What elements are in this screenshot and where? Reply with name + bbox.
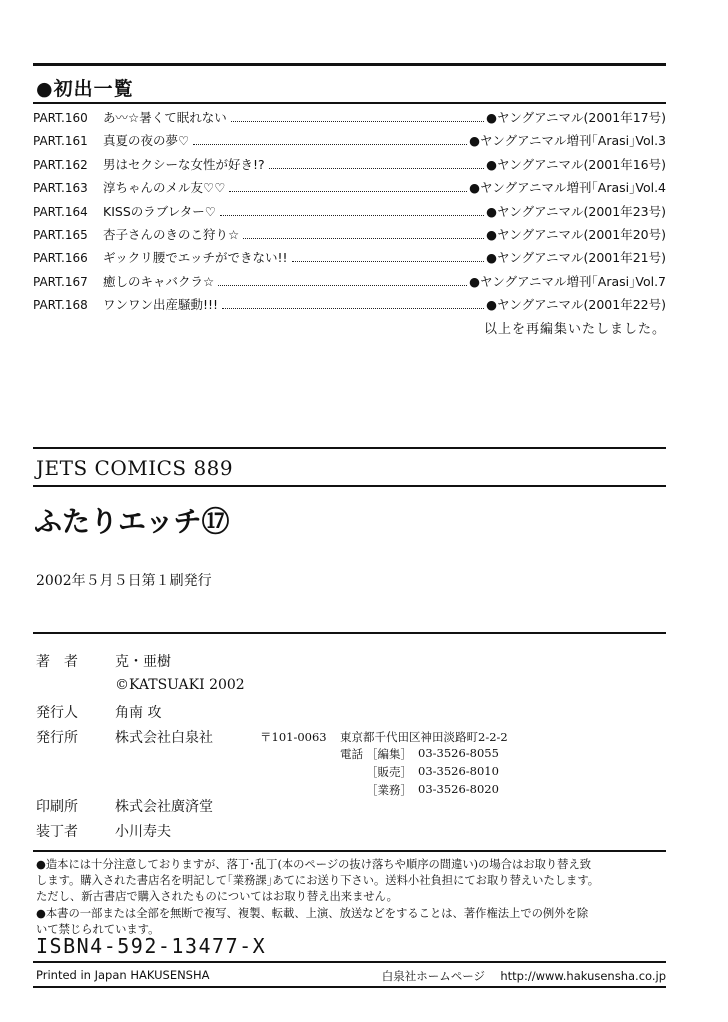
heading-underline (33, 102, 666, 104)
part-number: PART.165 (33, 227, 88, 242)
list-item (33, 295, 666, 318)
author-label: 著 者 (36, 654, 78, 670)
chapter-title: ギックリ腰でエッチができない!! (103, 250, 288, 266)
author-name: 克・亜樹 (115, 654, 171, 670)
series-underline (33, 485, 666, 487)
chapter-source: ●ヤングアニマル(2001年16号) (486, 156, 666, 172)
publisher-label: 発行所 (36, 730, 78, 746)
phone-dept: ［編集］ (366, 747, 412, 761)
list-item (33, 248, 666, 271)
homepage (382, 968, 666, 984)
dot-leader (269, 168, 484, 169)
date-underline (33, 632, 666, 634)
list-item (33, 272, 666, 295)
legal-notice (36, 857, 666, 938)
postal-code: 〒101-0063 (260, 730, 327, 744)
chapter-title: 淳ちゃんのメル友♡♡ (103, 180, 226, 196)
list-item (33, 202, 666, 225)
chapter-title: KISSのラブレター♡ (103, 203, 216, 219)
top-rule (33, 63, 666, 66)
chapter-source: ●ヤングアニマル(2001年21号) (486, 250, 666, 266)
chapter-source: ●ヤングアニマル(2001年23号) (486, 203, 666, 219)
part-number: PART.167 (33, 274, 88, 289)
publisher-address: 東京都千代田区神田淡路町2-2-2 (340, 730, 508, 744)
chapter-title: 男はセクシーな女性が好き!? (103, 156, 265, 172)
dot-leader (243, 238, 484, 239)
notice-line: ●本書の一部または全部を無断で複写、複製、転載、上演、放送などをすることは、著作権法上での例外を除 (36, 906, 589, 920)
first-appearance-heading: ●初出一覧 (36, 78, 134, 100)
printer-label: 印刷所 (36, 799, 78, 815)
part-number: PART.162 (33, 157, 88, 172)
notice-line: いて禁じられています。 (36, 922, 160, 936)
chapter-title: ワンワン出産騒動!!! (103, 297, 219, 313)
list-item (33, 131, 666, 154)
notice-line: します。購入された書店名を明記して｢業務課｣あてにお送り下さい。送料小社負担にてお取り替えいたします。 (36, 874, 600, 888)
printer-name: 株式会社廣済堂 (115, 799, 213, 815)
footer-rule (33, 961, 666, 963)
chapter-source: ●ヤングアニマル(2001年22号) (486, 297, 666, 313)
isbn: ISBN4-592-13477-X (36, 934, 267, 958)
series-label: JETS COMICS 889 (36, 456, 234, 480)
dot-leader (220, 215, 484, 216)
bottom-rule (33, 986, 666, 988)
publisher-person: 角南 攻 (115, 705, 162, 721)
publication-date: 2002年５月５日第１刷発行 (36, 573, 212, 589)
first-appearance-list (33, 108, 666, 319)
phone-number: 03-3526-8010 (418, 764, 499, 778)
chapter-title: 杏子さんのきのこ狩り☆ (103, 226, 240, 242)
chapter-title: 真夏の夜の夢♡ (103, 133, 190, 149)
chapter-title: 癒しのキャバクラ☆ (103, 273, 215, 289)
dot-leader (222, 308, 484, 309)
phone-dept: ［業務］ (366, 783, 412, 797)
publisher-name: 株式会社白泉社 (115, 730, 213, 746)
list-item (33, 155, 666, 178)
phone-dept: ［販売］ (366, 765, 412, 779)
list-item (33, 225, 666, 248)
list-item (33, 108, 666, 131)
phone-number: 03-3526-8055 (418, 746, 499, 760)
dot-leader (218, 285, 467, 286)
designer-label: 装丁者 (36, 824, 78, 840)
copyright-notice: ©KATSUAKI 2002 (115, 677, 245, 693)
notice-line: ●造本には十分注意しておりますが、落丁･乱丁(本のページの抜け落ちや順序の間違い)の場合はお取り替え致 (36, 858, 592, 871)
printed-in: Printed in Japan HAKUSENSHA (36, 968, 210, 982)
closing-note: 以上を再編集いたしました。 (483, 322, 666, 337)
list-item (33, 178, 666, 201)
dot-leader (231, 121, 484, 122)
part-number: PART.161 (33, 134, 88, 149)
dot-leader (193, 144, 467, 145)
homepage-url[interactable]: http://www.hakusensha.co.jp (500, 969, 666, 983)
dot-leader (229, 191, 467, 192)
designer-name: 小川寿夫 (115, 824, 171, 840)
phone-label: 電話 (340, 747, 363, 761)
homepage-label: 白泉社ホームページ (381, 969, 486, 983)
chapter-source: ●ヤングアニマル増刊｢Arasi｣Vol.3 (469, 133, 666, 149)
book-title: ふたりエッチ⑰ (34, 505, 230, 538)
notice-line: ただし、新古書店で購入されたものについてはお取り替え出来ません。 (36, 890, 398, 904)
part-number: PART.166 (33, 251, 88, 266)
part-number: PART.160 (33, 111, 88, 125)
dot-leader (292, 261, 485, 262)
phone-number: 03-3526-8020 (418, 782, 499, 796)
part-number: PART.164 (33, 204, 88, 219)
chapter-source: ●ヤングアニマル(2001年20号) (486, 226, 666, 242)
chapter-source: ●ヤングアニマル増刊｢Arasi｣Vol.7 (469, 273, 666, 289)
notice-top-rule (33, 850, 666, 852)
part-number: PART.163 (33, 181, 88, 196)
chapter-source: ●ヤングアニマル増刊｢Arasi｣Vol.4 (469, 180, 666, 196)
chapter-source: ●ヤングアニマル(2001年17号) (486, 110, 666, 125)
colophon-top-rule (33, 447, 666, 449)
publisher-person-label: 発行人 (36, 705, 78, 721)
chapter-title: あ〰☆暑くて眠れない (103, 110, 227, 125)
part-number: PART.168 (33, 298, 88, 313)
